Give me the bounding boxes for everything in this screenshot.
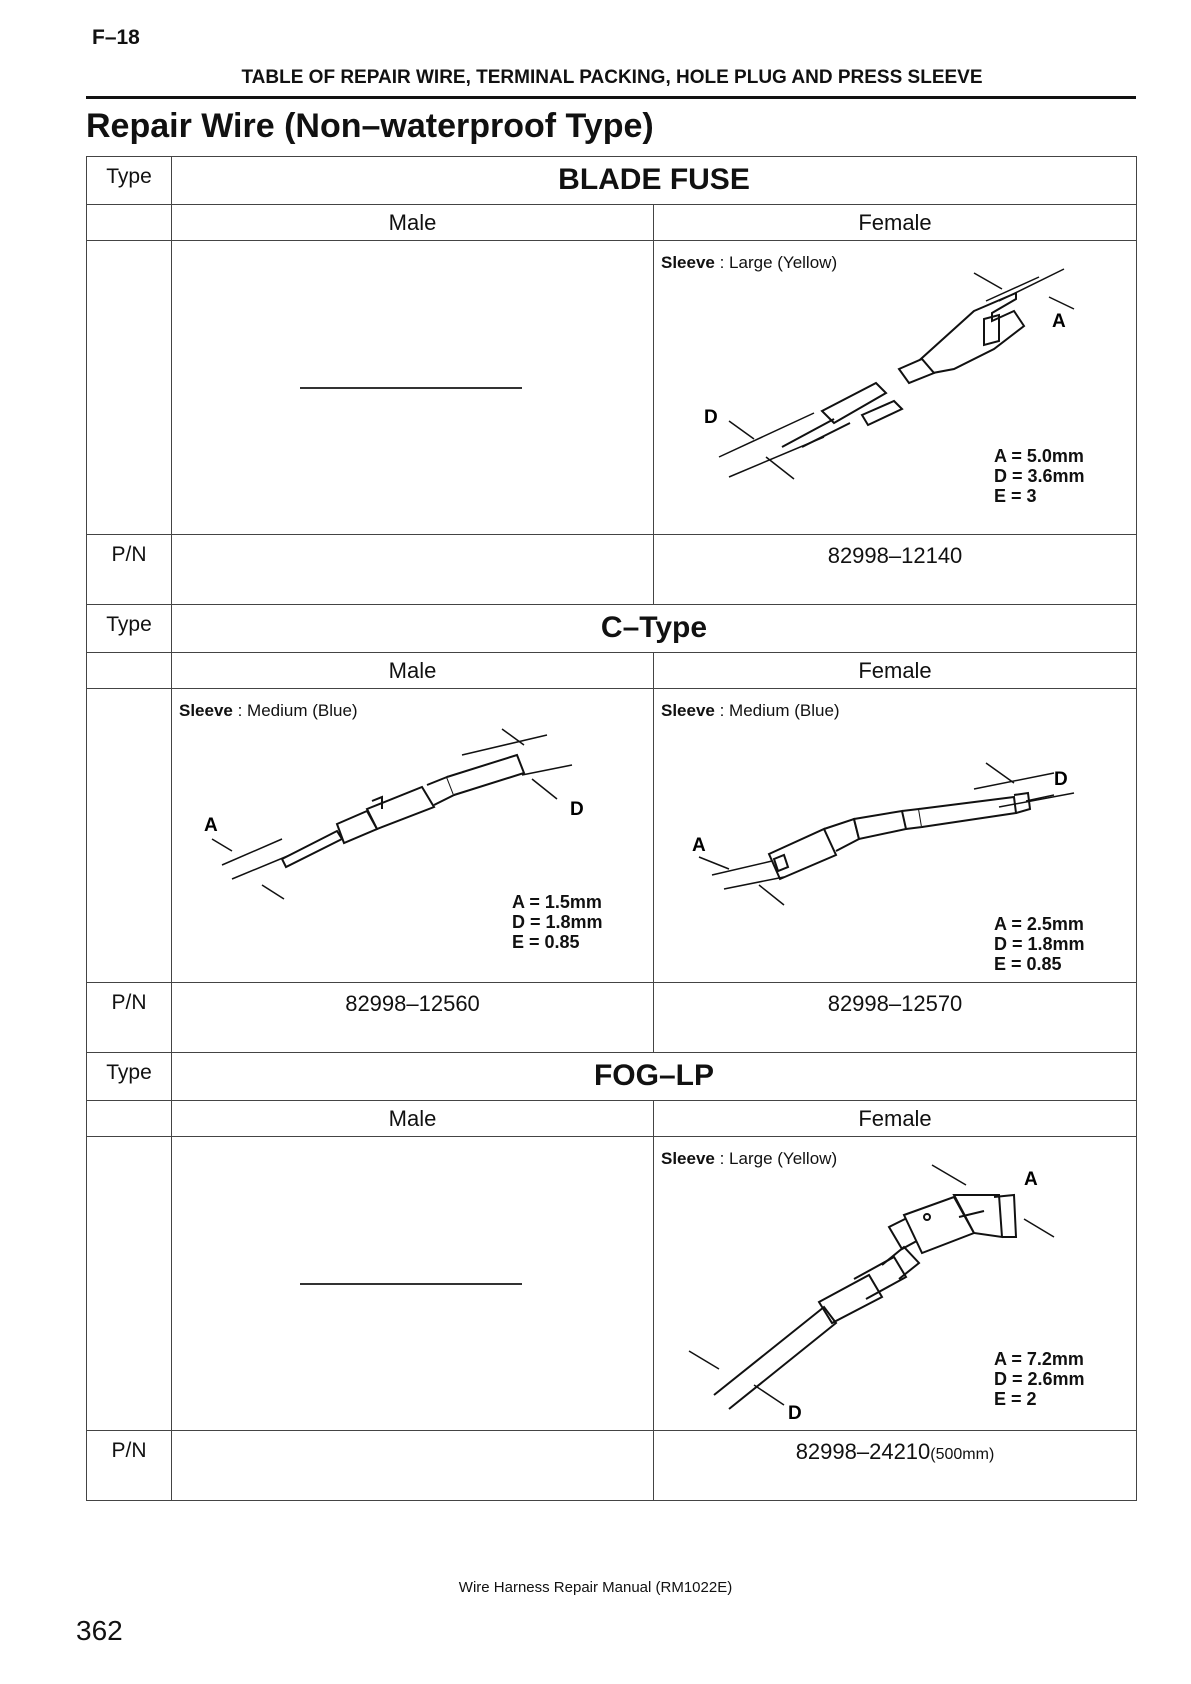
dim-label-a: A bbox=[1024, 1169, 1038, 1190]
dim-label-d: D bbox=[570, 799, 584, 820]
dim-label-a: A bbox=[1052, 311, 1066, 332]
female-header: Female bbox=[654, 205, 1137, 241]
type-label: Type bbox=[106, 165, 152, 188]
part-number-blade-fuse-female: 82998–12140 bbox=[827, 543, 963, 568]
dim-label-a: A bbox=[204, 815, 218, 836]
page-code: F–18 bbox=[92, 26, 140, 49]
pn-label: P/N bbox=[111, 991, 147, 1014]
sleeve-spec: Sleeve : Medium (Blue) bbox=[661, 701, 840, 720]
male-header: Male bbox=[172, 653, 654, 689]
pn-label: P/N bbox=[111, 543, 147, 566]
dim-label-d: D bbox=[704, 407, 718, 428]
no-male-terminal-dash bbox=[300, 387, 522, 389]
female-header: Female bbox=[654, 1101, 1137, 1137]
part-number-fog-lp-female: 82998–24210(500mm) bbox=[795, 1439, 995, 1464]
sleeve-spec: Sleeve : Large (Yellow) bbox=[661, 253, 838, 272]
pn-label: P/N bbox=[111, 1439, 147, 1462]
section-title: Repair Wire (Non–waterproof Type) bbox=[86, 107, 654, 145]
dimension-specs: A = 7.2mm D = 2.6mm E = 2 bbox=[994, 1349, 1085, 1409]
type-label: Type bbox=[106, 1061, 152, 1084]
dim-label-a: A bbox=[692, 835, 706, 856]
dimension-specs: A = 5.0mm D = 3.6mm E = 3 bbox=[994, 446, 1085, 506]
dim-label-d: D bbox=[788, 1403, 802, 1424]
type-label: Type bbox=[106, 613, 152, 636]
male-header: Male bbox=[172, 1101, 654, 1137]
dim-label-d: D bbox=[1054, 769, 1068, 790]
header-rule bbox=[86, 96, 1136, 99]
footer: Wire Harness Repair Manual (RM1022E) bbox=[458, 1579, 733, 1596]
dimension-specs: A = 2.5mm D = 1.8mm E = 0.85 bbox=[994, 914, 1085, 974]
type-name-c-type: C–Type bbox=[600, 611, 708, 644]
sleeve-spec: Sleeve : Large (Yellow) bbox=[661, 1149, 838, 1168]
type-name-fog-lp: FOG–LP bbox=[593, 1059, 714, 1092]
type-name-blade-fuse: BLADE FUSE bbox=[558, 163, 750, 196]
male-header: Male bbox=[172, 205, 654, 241]
part-number-c-type-female: 82998–12570 bbox=[827, 991, 963, 1016]
repair-wire-table bbox=[86, 156, 1137, 1501]
part-number-c-type-male: 82998–12560 bbox=[345, 991, 480, 1016]
page-number: 362 bbox=[76, 1615, 123, 1646]
dimension-specs: A = 1.5mm D = 1.8mm E = 0.85 bbox=[512, 892, 603, 952]
female-header: Female bbox=[654, 653, 1137, 689]
sleeve-spec: Sleeve : Medium (Blue) bbox=[179, 701, 358, 720]
no-male-terminal-dash bbox=[300, 1283, 522, 1285]
header-title: TABLE OF REPAIR WIRE, TERMINAL PACKING, HOLE PLUG AND PRESS SLEEVE bbox=[241, 67, 983, 88]
